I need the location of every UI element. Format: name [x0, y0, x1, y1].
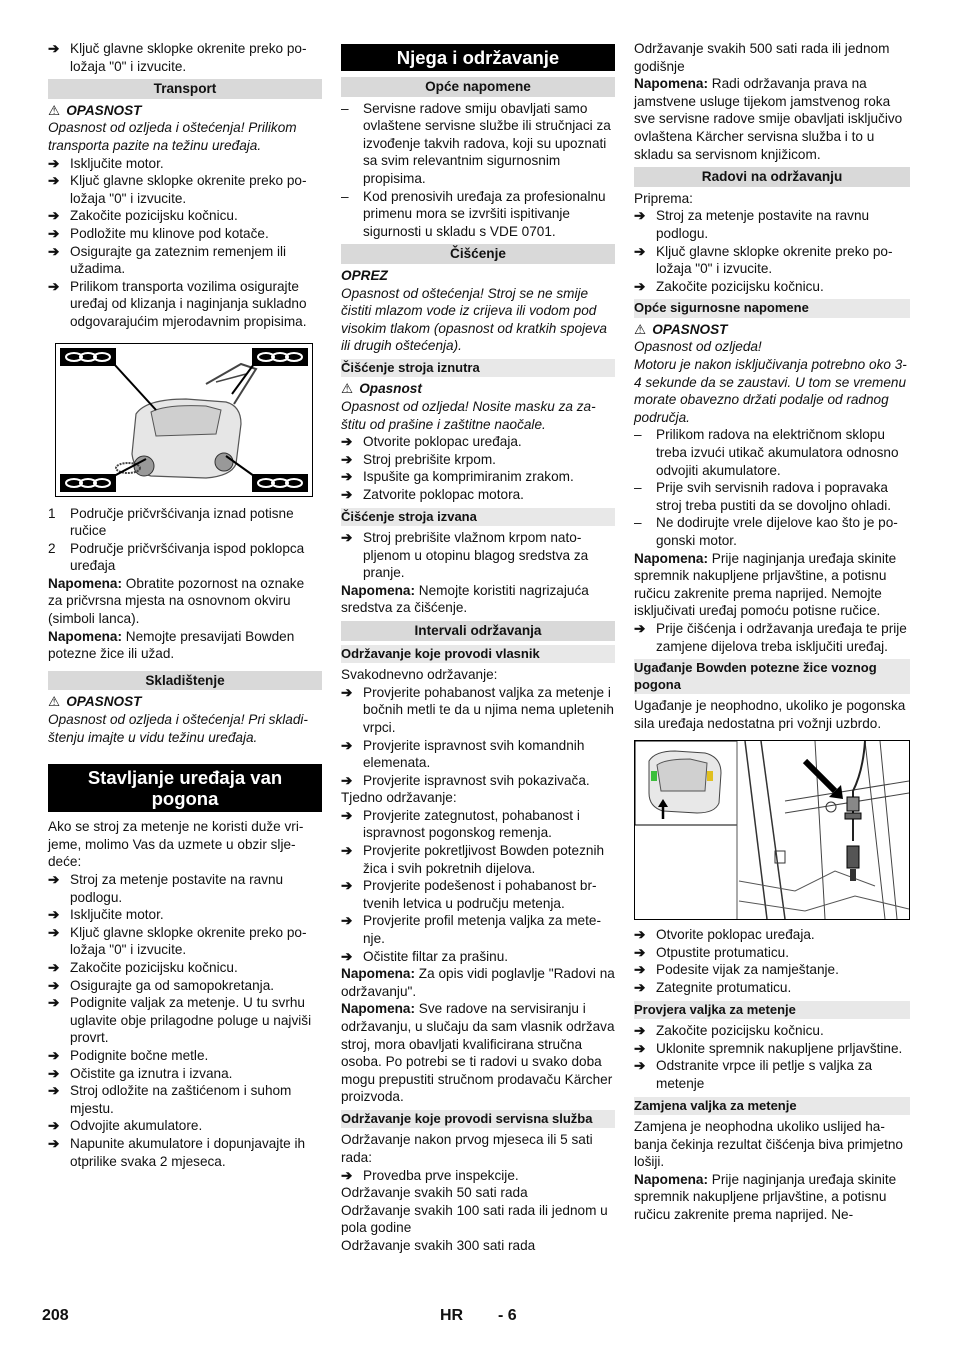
warning-label: ⚠ OPASNOST — [48, 694, 142, 710]
arrow-icon: ➔ — [48, 225, 60, 241]
dash-bullet: – — [634, 427, 642, 443]
arrow-icon: ➔ — [48, 977, 60, 993]
subsection-heading: Održavanje koje provodi servisna služba — [341, 1110, 615, 1129]
subsection-heading: Opće sigurnosne napomene — [634, 299, 910, 318]
subsection-heading: Održavanje koje provodi vlasnik — [341, 645, 615, 664]
arrow-icon: ➔ — [48, 959, 60, 975]
arrow-icon: ➔ — [341, 530, 353, 546]
note: Napomena: Nemojte presavijati Bowden potezne žice ili užad. — [48, 628, 295, 662]
arrow-icon: ➔ — [48, 1065, 60, 1081]
list-item: ➔ Zakočite pozicijsku kočnicu. — [634, 1023, 824, 1039]
section-heading-radovi: Radovi na održavanju — [634, 167, 910, 187]
list-item: ➔ Otpustite protumaticu. — [634, 944, 789, 960]
subsection-heading: Ugađanje Bowden potezne žice voznog pogona — [634, 659, 910, 694]
note: Napomena: Prije naginjanja uređaja skinite spremnik nakupljene prljavštine, a potisnu ručicu zakrenite prema naprijed. Ne- — [634, 1171, 897, 1222]
paragraph: Održavanje svakih 500 sati rada ili jednom godišnje — [634, 41, 890, 74]
chain-symbol-icon — [252, 348, 308, 366]
legend-item: 2 Područje pričvršćivanja ispod poklopca uređaja — [48, 540, 305, 574]
list-item: ➔ Otvorite poklopac uređaja. — [341, 434, 522, 450]
arrow-icon: ➔ — [48, 1118, 60, 1134]
note: Napomena: Obratite pozornost na oznake za pričvrsna mjesta na osnovnom okviru (simboli lanca). — [48, 575, 305, 627]
dash-bullet: – — [341, 188, 349, 204]
arrow-icon: ➔ — [341, 451, 353, 467]
arrow-icon: ➔ — [341, 772, 353, 788]
sweeper-tiedown-diagram — [56, 344, 312, 496]
column-right — [634, 40, 910, 1224]
list-item: ➔ Osigurajte ga zateznim remenjem ili užadima. — [48, 243, 287, 277]
warning-label: ⚠ OPASNOST — [634, 321, 728, 337]
note: Napomena: Radi održavanja prava na jamstvene usluge tijekom jamstvenog roka sve servisne radove smije obavljati isključivo ovlaštena Kärcher servisna služba i to u skladu sa servisnom knjižicom. — [634, 76, 903, 162]
arrow-icon: ➔ — [341, 807, 353, 823]
arrow-icon: ➔ — [634, 1023, 646, 1039]
arrow-icon: ➔ — [634, 944, 646, 960]
arrow-icon: ➔ — [341, 1167, 353, 1183]
note: Napomena: Sve radove na servisiranju i održavanju, u slučaju da sam vlasnik održava stroj, mora obavljati kvalificirana stručna osoba. Po potrebi se ti radovi u svako doba mogu prepustiti stručnom prodavaču Kärcher proizvoda. — [341, 1001, 615, 1105]
warning-icon: ⚠ — [48, 694, 61, 710]
arrow-icon: ➔ — [634, 1040, 646, 1056]
section-heading-skladistenje: Skladištenje — [48, 671, 322, 691]
arrow-icon: ➔ — [341, 434, 353, 450]
note: Napomena: Za opis vidi poglavlje "Radovi na održavanju". — [341, 966, 615, 999]
list-item: ➔ Ključ glavne sklopke okrenite preko položaja "0" i izvucite. — [48, 41, 307, 74]
arrow-icon: ➔ — [341, 878, 353, 894]
section-heading-transport: Transport — [48, 79, 322, 99]
list-item: ➔ Provjerite podešenost i pohabanost brtvenih letvica u području metenja. — [341, 878, 597, 911]
arrow-icon: ➔ — [48, 155, 60, 171]
list-item: ➔ Očistite ga iznutra i izvana. — [48, 1065, 233, 1081]
list-item: ➔ Podignite bočne metle. — [48, 1047, 209, 1063]
list-item: – Kod prenosivih uređaja za profesionalnu primenu mora se izvršiti ispitivanje sigurnosti u skladu s VDE 0701. — [341, 188, 606, 239]
paragraph: Ako se stroj za metenje ne koristi duže vrijeme, molimo Vas da uzmete u obzir sljedeće: — [48, 819, 304, 870]
warning-text: Opasnost od ozljeda! — [634, 339, 762, 355]
warning-text: Opasnost od ozljeda i oštećenja! Pri skladištenju imajte u vidu težinu uređaja. — [48, 712, 308, 745]
list-item: ➔ Otvorite poklopac uređaja. — [634, 927, 815, 943]
list-item: ➔ Ključ glavne sklopke okrenite preko položaja "0" i izvucite. — [48, 924, 307, 958]
arrow-icon: ➔ — [48, 872, 60, 887]
list-item: – Prilikom radova na električnom sklopu treba izvući utikač akumulatora odnosno odvojiti akumulatore. — [634, 427, 899, 478]
column-left — [48, 40, 322, 1170]
section-heading-ciscenje: Čišćenje — [341, 244, 615, 264]
list-item: ➔ Provjerite ispravnost svih pokazivača. — [341, 772, 590, 788]
arrow-icon: ➔ — [48, 243, 60, 259]
list-item: ➔ Prilikom transporta vozilima osigurajte uređaj od klizanja i naginjanja sukladno odgovarajućim mjerodavnim propisima. — [48, 278, 307, 329]
list-item: ➔ Podložite mu klinove pod kotače. — [48, 225, 269, 241]
arrow-icon: ➔ — [341, 486, 353, 502]
list-item: ➔ Osigurajte ga od samopokretanja. — [48, 977, 275, 993]
arrow-icon: ➔ — [634, 1058, 646, 1074]
section-page-number: - 6 — [498, 1307, 517, 1324]
list-item: ➔ Provjerite profil metenja valjka za metenje. — [341, 913, 601, 947]
list-item: ➔ Stroj prebrišite krpom. — [341, 451, 496, 467]
list-item: – Servisne radove smiju obavljati samo ovlaštene servisne službe ili stručnjaci za izvođenje takvih radova, koji su upoznati sa svim relevantnim sigurnosnim propisima. — [341, 100, 611, 186]
list-item: ➔ Zatvorite poklopac motora. — [341, 486, 524, 502]
paragraph: Održavanje svakih 100 sati rada ili jednom u pola godine — [341, 1202, 608, 1236]
arrow-icon: ➔ — [48, 208, 60, 224]
list-item: ➔ Provjerite pokretljivost Bowden poteznih žica i svih pokretnih dijelova. — [341, 843, 605, 876]
caution-text: Opasnost od oštećenja! Stroj se ne smije čistiti mlazom vode iz crijeva ili vodom pod visokim tlakom (opasnost od kratkih spojeva ili drugih oštećenja). — [341, 285, 607, 354]
list-item: ➔ Provjerite zategnutost, pohabanost i ispravnost pogonskog remenja. — [341, 807, 580, 841]
arrow-icon: ➔ — [48, 924, 60, 940]
column-middle — [341, 40, 615, 1255]
arrow-icon: ➔ — [48, 995, 60, 1011]
list-item: ➔ Isključite motor. — [48, 907, 164, 923]
subsection-heading: Provjera valjka za metenje — [634, 1001, 910, 1020]
list-item: ➔ Stroj za metenje postavite na ravnu podlogu. — [634, 208, 870, 241]
caution-label: OPREZ — [341, 267, 388, 283]
subsection-heading: Čišćenje stroja iznutra — [341, 359, 615, 378]
list-item: ➔ Podignite valjak za metenje. U tu svrhu uglavite obje prilagodne poluge u najviši provrt. — [48, 995, 312, 1046]
chain-symbol-icon — [60, 474, 116, 492]
bowden-adjustment-illustration — [634, 740, 910, 920]
warning-icon: ⚠ — [634, 321, 647, 337]
paragraph: Održavanje svakih 300 sati rada — [341, 1238, 536, 1254]
dash-bullet: – — [341, 100, 349, 116]
paragraph: Zamjena je neophodna ukoliko uslijed habanja čekinja rezultat čišćenja biva primjetno lošiji. — [634, 1119, 903, 1170]
note: Napomena: Nemojte koristiti nagrizajuća sredstva za čišćenje. — [341, 582, 589, 616]
arrow-icon: ➔ — [341, 684, 353, 700]
list-item: ➔ Ključ glavne sklopke okrenite preko položaja "0" i izvucite. — [48, 173, 307, 206]
legend-item: 1 Područje pričvršćivanja iznad potisne ručice — [48, 505, 294, 539]
dash-bullet: – — [634, 480, 642, 496]
list-item: ➔ Zategnite protumaticu. — [634, 980, 792, 996]
arrow-icon: ➔ — [48, 41, 60, 56]
list-item: ➔ Isključite motor. — [48, 155, 164, 171]
arrow-icon: ➔ — [341, 469, 353, 485]
list-item: ➔ Provedba prve inspekcije. — [341, 1167, 519, 1183]
list-item: – Prije svih servisnih radova i popravaka stroj treba pustiti da se dovoljno ohladi. — [634, 480, 892, 513]
arrow-icon: ➔ — [634, 927, 646, 943]
list-item: ➔ Stroj prebrišite vlažnom krpom natopljenom u otopinu blagog sredstva za pranje. — [341, 530, 589, 581]
paragraph: Priprema: — [634, 190, 693, 206]
arrow-icon: ➔ — [634, 208, 646, 224]
arrow-icon: ➔ — [341, 913, 353, 929]
page-number: 208 — [42, 1307, 69, 1324]
list-item: ➔ Zakočite pozicijsku kočnicu. — [634, 278, 824, 294]
note: Napomena: Prije naginjanja uređaja skinite spremnik nakupljene prljavštine, a potisnu ručicu zakrenite prema naprijed. Nemojte isključivati uređaj pomoću potisne ručice. — [634, 550, 897, 619]
list-item: ➔ Stroj za metenje postavite na ravnu podlogu. — [48, 872, 284, 905]
arrow-icon: ➔ — [341, 843, 353, 859]
paragraph: Ugađanje je neophodno, ukoliko je pogonska sila uređaja nedostatna pri vožnji uzbrdo. — [634, 698, 906, 731]
arrow-icon: ➔ — [634, 620, 646, 636]
warning-label: ⚠ OPASNOST — [48, 102, 142, 118]
arrow-icon: ➔ — [48, 1135, 60, 1151]
subsection-heading: Zamjena valjka za metenje — [634, 1097, 910, 1116]
language-code: HR — [440, 1307, 464, 1324]
list-item: ➔ Ispušite ga komprimiranim zrakom. — [341, 469, 574, 485]
arrow-icon: ➔ — [634, 278, 646, 294]
arrow-icon: ➔ — [48, 278, 60, 294]
list-item: ➔ Provjerite ispravnost svih komandnih elemenata. — [341, 737, 585, 771]
warning-icon: ⚠ — [341, 381, 354, 397]
arrow-icon: ➔ — [341, 948, 353, 964]
arrow-icon: ➔ — [48, 173, 60, 189]
section-heading-intervali: Intervali održavanja — [341, 621, 615, 641]
arrow-icon: ➔ — [634, 243, 646, 259]
dash-bullet: – — [634, 515, 642, 531]
warning-icon: ⚠ — [48, 102, 61, 118]
paragraph: Tjedno održavanje: — [341, 790, 457, 806]
list-item: ➔ Očistite filtar za prašinu. — [341, 948, 509, 964]
section-heading-opce: Opće napomene — [341, 77, 615, 97]
warning-text: Opasnost od ozljeda i oštećenja! Prilikom transporta pazite na težinu uređaja. — [48, 120, 297, 153]
chapter-heading-stavljanje: Stavljanje uređaja van pogona — [48, 764, 322, 812]
list-item: ➔ Stroj odložite na zaštićenom i suhom mjestu. — [48, 1083, 292, 1116]
list-item: ➔ Provjerite pohabanost valjka za metenje i bočnih metli te da u njima nema upletenih vrpci. — [341, 684, 614, 735]
warning-text: Motoru je nakon isključivanja potrebno oko 3-4 sekunde da se zaustavi. U tom se vremenu morate obavezno držati podalje od radnog područja. — [634, 357, 907, 425]
list-item: ➔ Ključ glavne sklopke okrenite preko položaja "0" i izvucite. — [634, 243, 893, 277]
list-item: ➔ Zakočite pozicijsku kočnicu. — [48, 208, 238, 224]
sweeper-illustration — [55, 343, 313, 497]
subsection-heading: Čišćenje stroja izvana — [341, 508, 615, 527]
paragraph: Svakodnevno održavanje: — [341, 667, 498, 683]
paragraph: Održavanje nakon prvog mjeseca ili 5 sati rada: — [341, 1132, 593, 1166]
bowden-cable-diagram — [635, 741, 909, 919]
chain-symbol-icon — [60, 348, 116, 366]
arrow-icon: ➔ — [48, 907, 60, 923]
list-item: ➔ Uklonite spremnik nakupljene prljavštine. — [634, 1040, 903, 1056]
chapter-heading-njega: Njega i održavanje — [341, 44, 615, 71]
arrow-icon: ➔ — [341, 737, 353, 753]
arrow-icon: ➔ — [634, 962, 646, 978]
arrow-icon: ➔ — [48, 1047, 60, 1063]
arrow-icon: ➔ — [48, 1083, 60, 1099]
list-item: ➔ Podesite vijak za namještanje. — [634, 962, 839, 978]
warning-text: Opasnost od ozljeda! Nosite masku za zaštitu od prašine i zaštitne naočale. — [341, 399, 596, 432]
arrow-icon: ➔ — [634, 980, 646, 996]
list-item: ➔ Prije čišćenja i održavanja uređaja te prije zamjene dijelova treba isključiti uređaj. — [634, 620, 907, 654]
list-item: – Ne dodirujte vrele dijelove kao što je pogonski motor. — [634, 515, 898, 548]
list-item: ➔ Odstranite vrpce ili petlje s valjka za metenje — [634, 1058, 873, 1091]
warning-label: ⚠ Opasnost — [341, 381, 422, 397]
list-item: ➔ Napunite akumulatore i dopunjavajte ih otprilike svaka 2 mjeseca. — [48, 1135, 306, 1169]
list-item: ➔ Zakočite pozicijsku kočnicu. — [48, 959, 238, 975]
chain-symbol-icon — [252, 474, 308, 492]
paragraph: Održavanje svakih 50 sati rada — [341, 1185, 528, 1201]
list-item: ➔ Odvojite akumulatore. — [48, 1118, 203, 1134]
